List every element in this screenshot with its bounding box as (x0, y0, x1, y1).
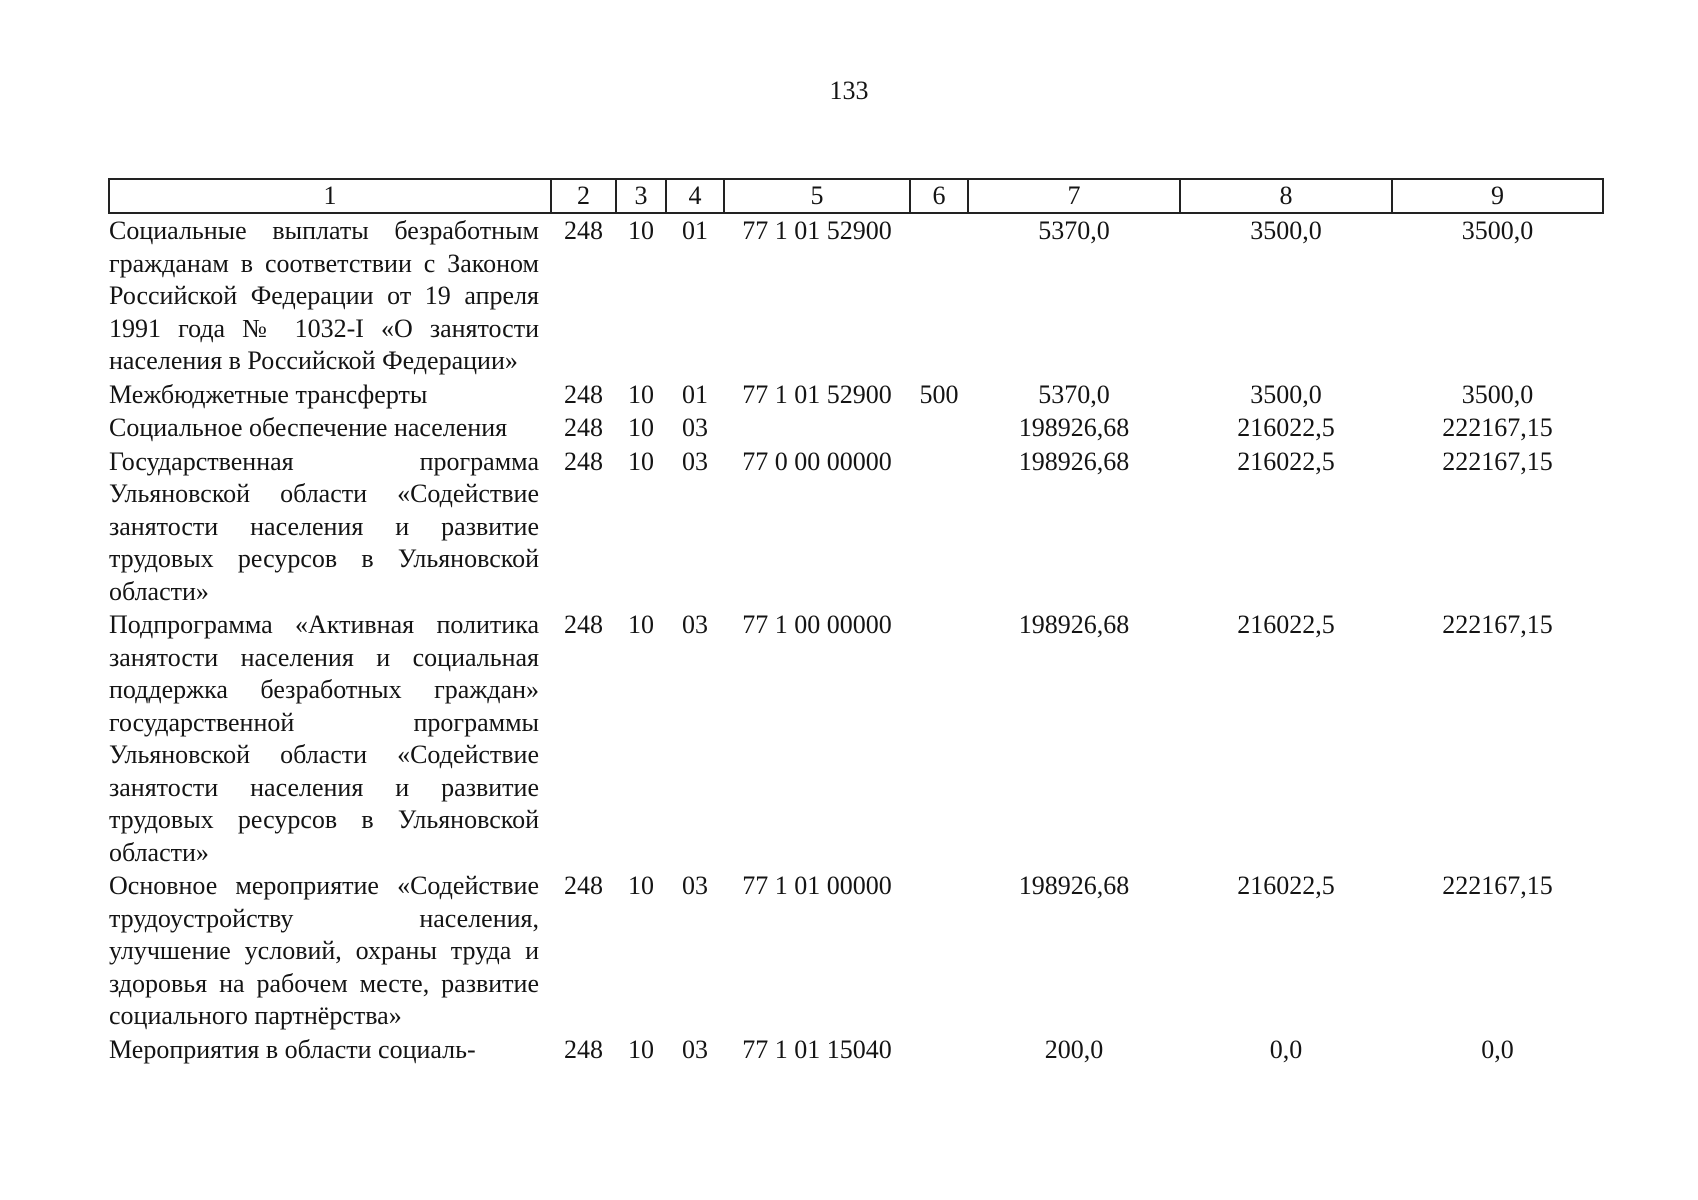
cell-col2: 248 (564, 379, 603, 409)
cell-col9: 0,0 (1481, 1034, 1514, 1064)
col-header-8: 8 (1180, 179, 1392, 213)
cell-col5: 77 0 00 00000 (742, 446, 892, 476)
cell-col3: 10 (628, 216, 654, 245)
col-header-4: 4 (666, 179, 724, 213)
cell-col6 (910, 1033, 968, 1067)
row-name: Социальные выплаты безработным гражданам в соответствии с Законом Российской Федерации от 19 апреля 1991 года № 1032-I «О занятости населения в Российской Федерации» (109, 216, 539, 375)
cell-col2: 248 (564, 413, 603, 442)
budget-table (108, 178, 1604, 1066)
row-name: Государственная программа Ульяновской области «Содействие занятости населения и развитие трудовых ресурсов в Ульяновской области» (109, 446, 539, 606)
cell-col7: 5370,0 (1038, 216, 1110, 245)
cell-col4: 03 (682, 413, 708, 442)
table-row (109, 1033, 1603, 1067)
cell-col2: 248 (564, 610, 603, 639)
cell-col4: 03 (682, 610, 708, 639)
col-header-7: 7 (968, 179, 1180, 213)
cell-col8: 216022,5 (1237, 413, 1335, 442)
row-name: Подпрограмма «Активная политика занятости населения и социальная поддержка безработных граждан» государственной программы Ульяновской области «Содействие занятости населения и развитие трудовых ресурсов в Ульяновской области» (109, 610, 539, 867)
cell-col2: 248 (564, 446, 603, 476)
col-header-3: 3 (616, 179, 666, 213)
cell-col2: 248 (564, 216, 603, 245)
col-header-1: 1 (109, 179, 551, 213)
cell-col9: 222167,15 (1442, 413, 1553, 442)
table-row (109, 378, 1603, 412)
cell-col3: 10 (628, 413, 654, 442)
cell-col3: 10 (628, 379, 654, 409)
cell-col9: 222167,15 (1442, 446, 1553, 476)
cell-col5: 77 1 01 52900 (742, 379, 892, 409)
cell-col4: 01 (682, 216, 708, 245)
cell-col8: 216022,5 (1237, 446, 1335, 476)
cell-col9: 222167,15 (1442, 610, 1553, 639)
cell-col3: 10 (628, 610, 654, 639)
cell-col3: 10 (628, 1034, 654, 1064)
cell-col7: 198926,68 (1018, 446, 1130, 476)
cell-col5 (724, 411, 910, 445)
cell-col4: 03 (682, 1034, 708, 1064)
cell-col8: 216022,5 (1237, 610, 1335, 639)
cell-col6 (910, 869, 968, 1033)
table-row (109, 445, 1603, 609)
cell-col6 (910, 608, 968, 869)
cell-col7: 198926,68 (1018, 413, 1130, 442)
row-name: Мероприятия в области социаль- (109, 1034, 476, 1064)
col-header-9: 9 (1392, 179, 1603, 213)
cell-col4: 03 (682, 871, 708, 900)
col-header-5: 5 (724, 179, 910, 213)
cell-col9: 3500,0 (1461, 379, 1534, 409)
cell-col5: 77 1 01 52900 (742, 216, 892, 245)
cell-col7: 198926,68 (1018, 871, 1130, 900)
row-name: Социальное обеспечение населения (109, 413, 508, 442)
cell-col8: 3500,0 (1250, 379, 1322, 409)
cell-col4: 01 (682, 379, 708, 409)
cell-col9: 3500,0 (1461, 216, 1534, 245)
header-row (109, 179, 1603, 213)
row-name: Межбюджетные трансферты (109, 379, 428, 409)
row-name: Основное мероприятие «Содействие трудоустройству населения, улучшение условий, охраны труда и здоровья на рабочем месте, развитие социального партнёрства» (109, 871, 539, 1030)
cell-col8: 3500,0 (1250, 216, 1322, 245)
cell-col7: 200,0 (1044, 1034, 1104, 1064)
cell-col5: 77 1 01 00000 (742, 871, 892, 900)
cell-col6 (910, 445, 968, 609)
table-row (109, 411, 1603, 445)
cell-col3: 10 (628, 871, 654, 900)
cell-col7: 5370,0 (1038, 379, 1110, 409)
cell-col8: 0,0 (1269, 1034, 1303, 1064)
col-header-6: 6 (910, 179, 968, 213)
table-row (109, 869, 1603, 1033)
cell-col2: 248 (564, 1034, 603, 1064)
col-header-2: 2 (551, 179, 616, 213)
cell-col3: 10 (628, 446, 654, 476)
cell-col7: 198926,68 (1018, 610, 1130, 639)
cell-col4: 03 (682, 446, 708, 476)
table-row (109, 213, 1603, 378)
cell-col6 (910, 213, 968, 378)
cell-col5: 77 1 01 15040 (742, 1034, 892, 1064)
table-row (109, 608, 1603, 869)
cell-col8: 216022,5 (1237, 871, 1335, 900)
cell-col2: 248 (564, 871, 603, 900)
cell-col5: 77 1 00 00000 (742, 610, 892, 639)
cell-col6 (910, 411, 968, 445)
cell-col6: 500 (919, 379, 959, 409)
cell-col9: 222167,15 (1442, 871, 1553, 900)
page-number: 133 (829, 76, 869, 105)
